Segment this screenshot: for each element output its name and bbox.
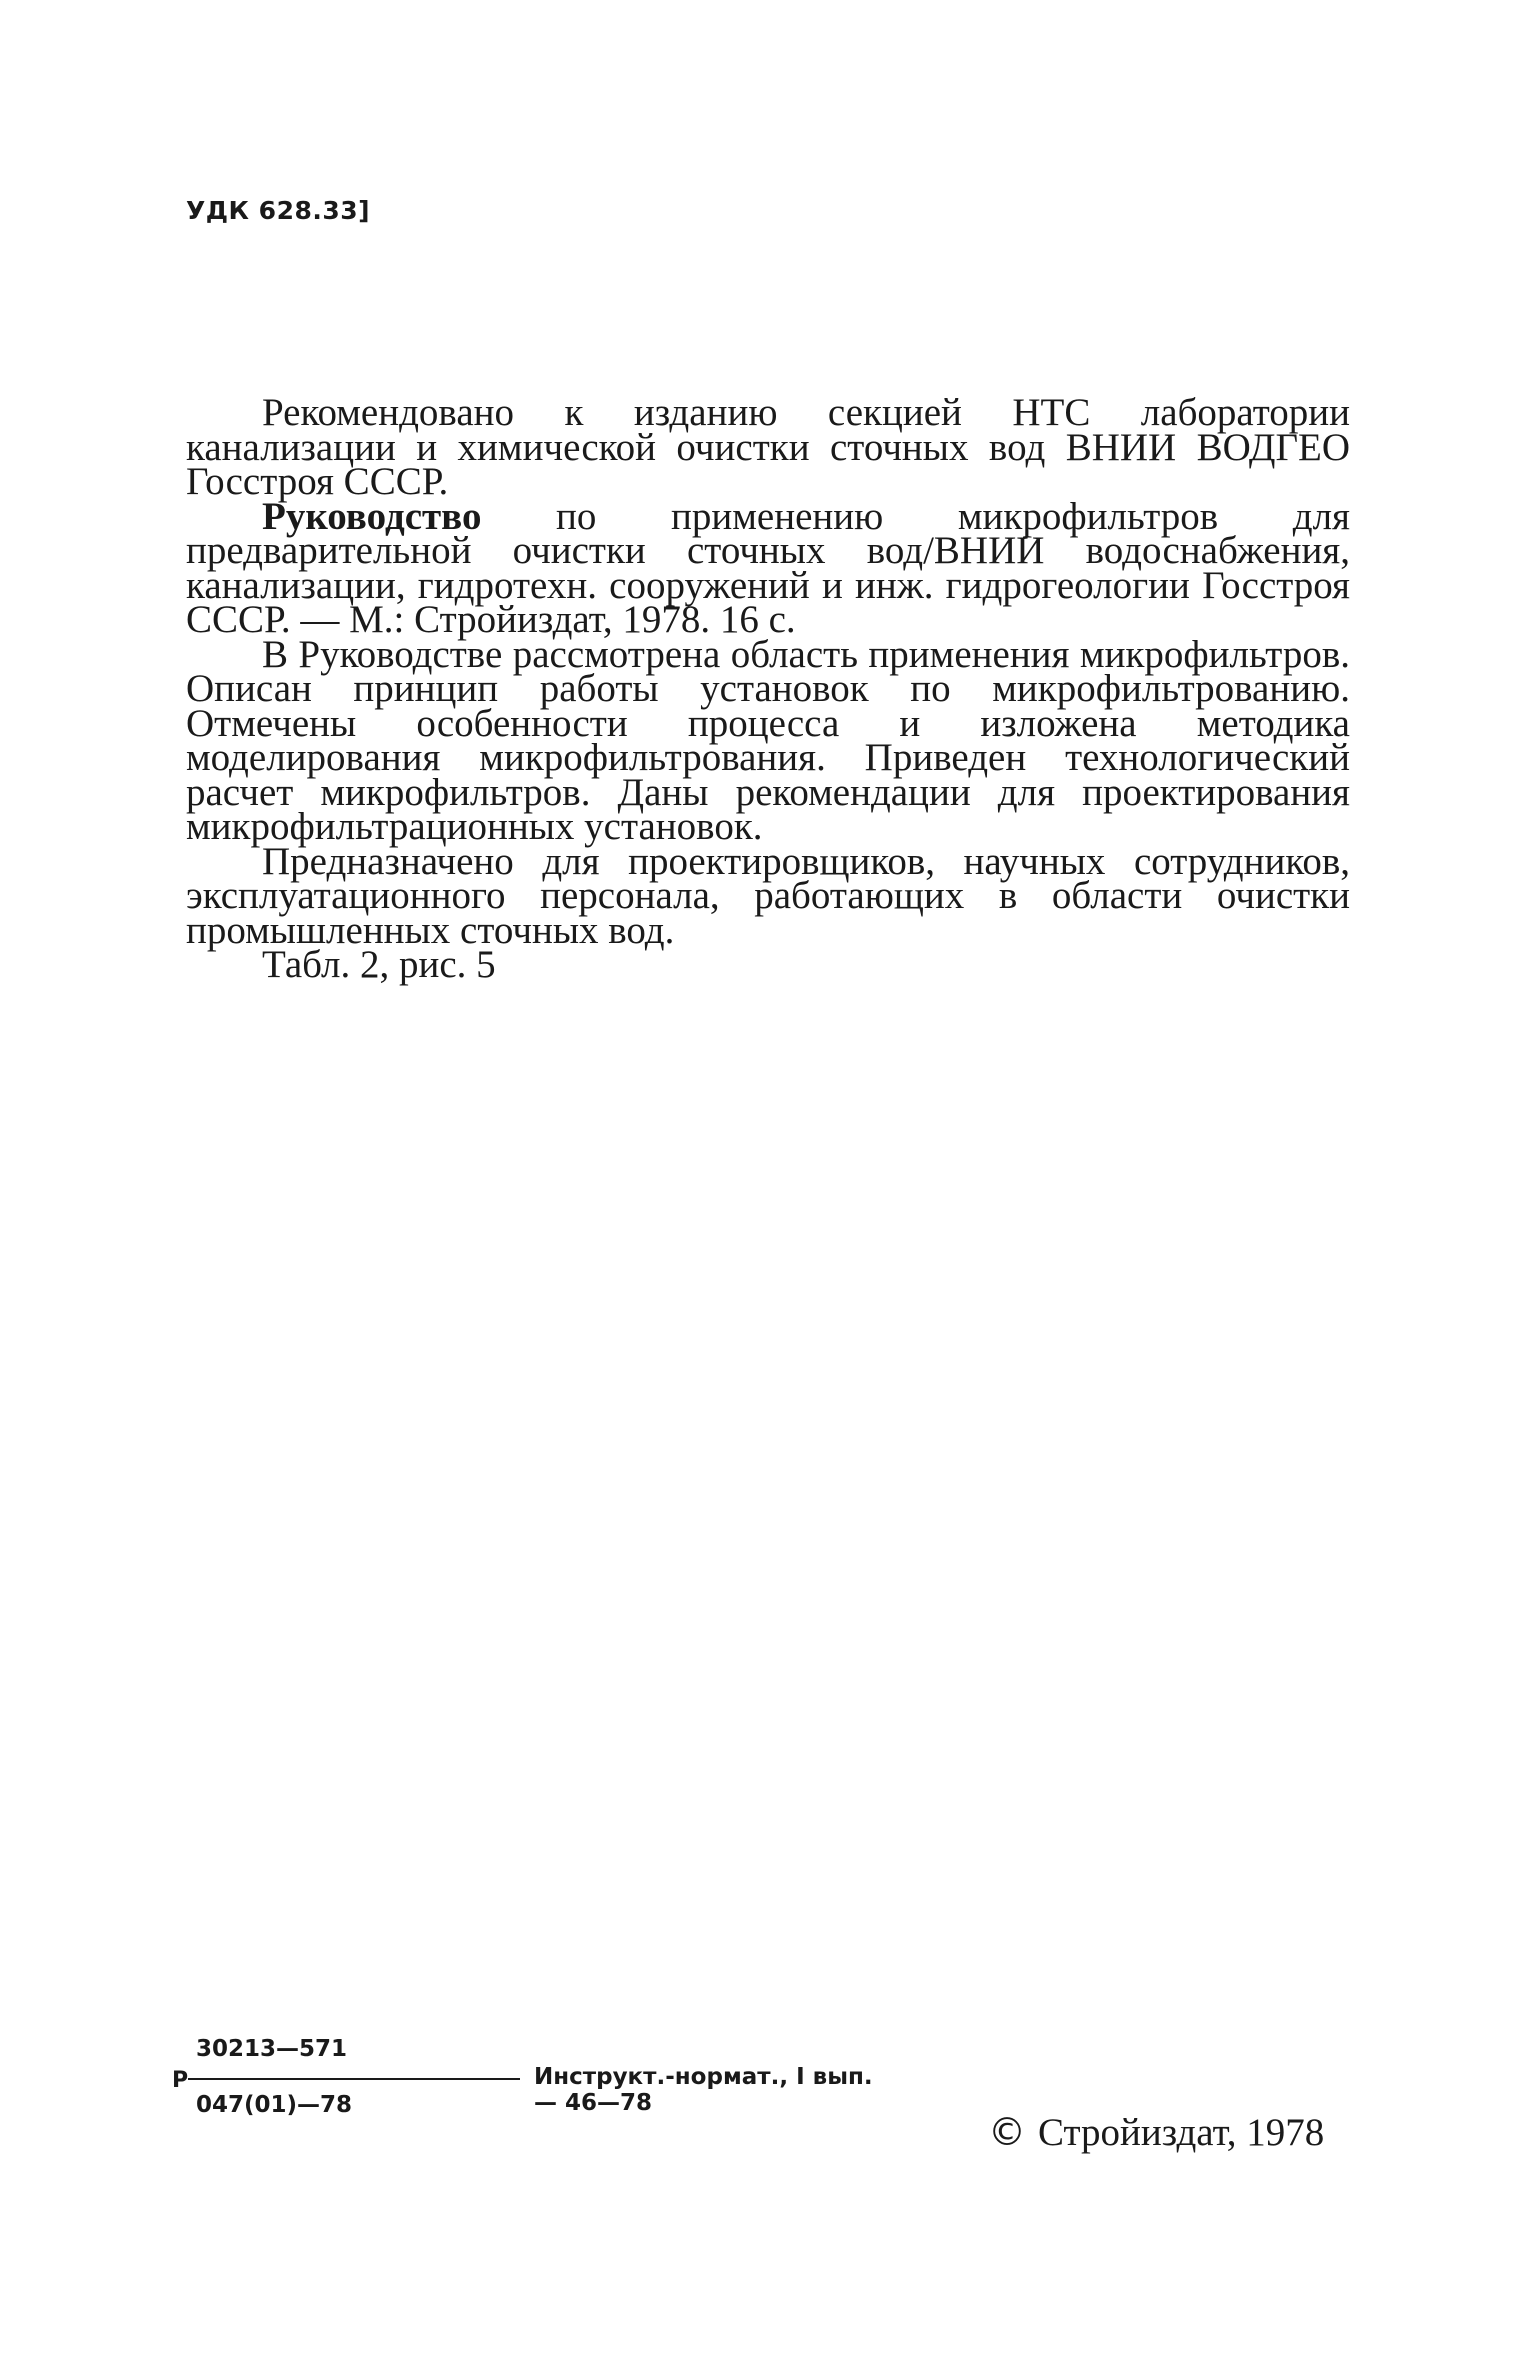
audience-text: Предназначено для проектировщиков, научных сотрудников, эксплуатационного персонала, работающих в области очистки промышленных сточных вод.: [186, 839, 1350, 952]
annotation-text: В Руководстве рассмотрена область применения микрофильтров. Описан принцип работы установок по микрофильтрованию. Отмечены особенности процесса и изложена методика моделирования микрофильтрования. Приведен технологический расчет микрофильтров. Даны рекомендации для проектирования микрофильтрационных установок.: [186, 632, 1350, 848]
abstract-block: [186, 391, 1350, 986]
copyright-text: Стройиздат, 1978: [1038, 2111, 1325, 2154]
bibliographic-entry: [186, 494, 1350, 641]
imprint-prefix: Р: [172, 2068, 189, 2093]
copyright-line: [988, 2110, 1324, 2155]
imprint-denominator: 047(01)—78: [196, 2092, 353, 2118]
tables-figures-count: Табл. 2, рис. 5: [262, 943, 496, 986]
fraction-line: [188, 2078, 520, 2080]
publication-imprint: [172, 2018, 892, 2118]
bibliographic-title-word: Руководство: [262, 494, 482, 538]
udk-code: УДК 628.33]: [186, 196, 371, 225]
copyright-icon: ©: [988, 2110, 1026, 2154]
imprint-text: Инструкт.-нормат., I вып. — 46—78: [534, 2064, 873, 2116]
bibliographic-details: по применению микрофильтров для предварительной очистки сточных вод/ВНИИ водоснабжения, канализации, гидротехн. сооружений и инж. гидрогеологии Госстроя СССР. — М.: Стройиздат, 1978. 16 с.: [186, 494, 1350, 641]
recommendation-text: Рекомендовано к изданию секцией НТС лаборатории канализации и химической очистки сточных вод ВНИИ ВОДГЕО Госстроя СССР.: [186, 391, 1350, 503]
imprint-numerator: 30213—571: [196, 2036, 348, 2062]
